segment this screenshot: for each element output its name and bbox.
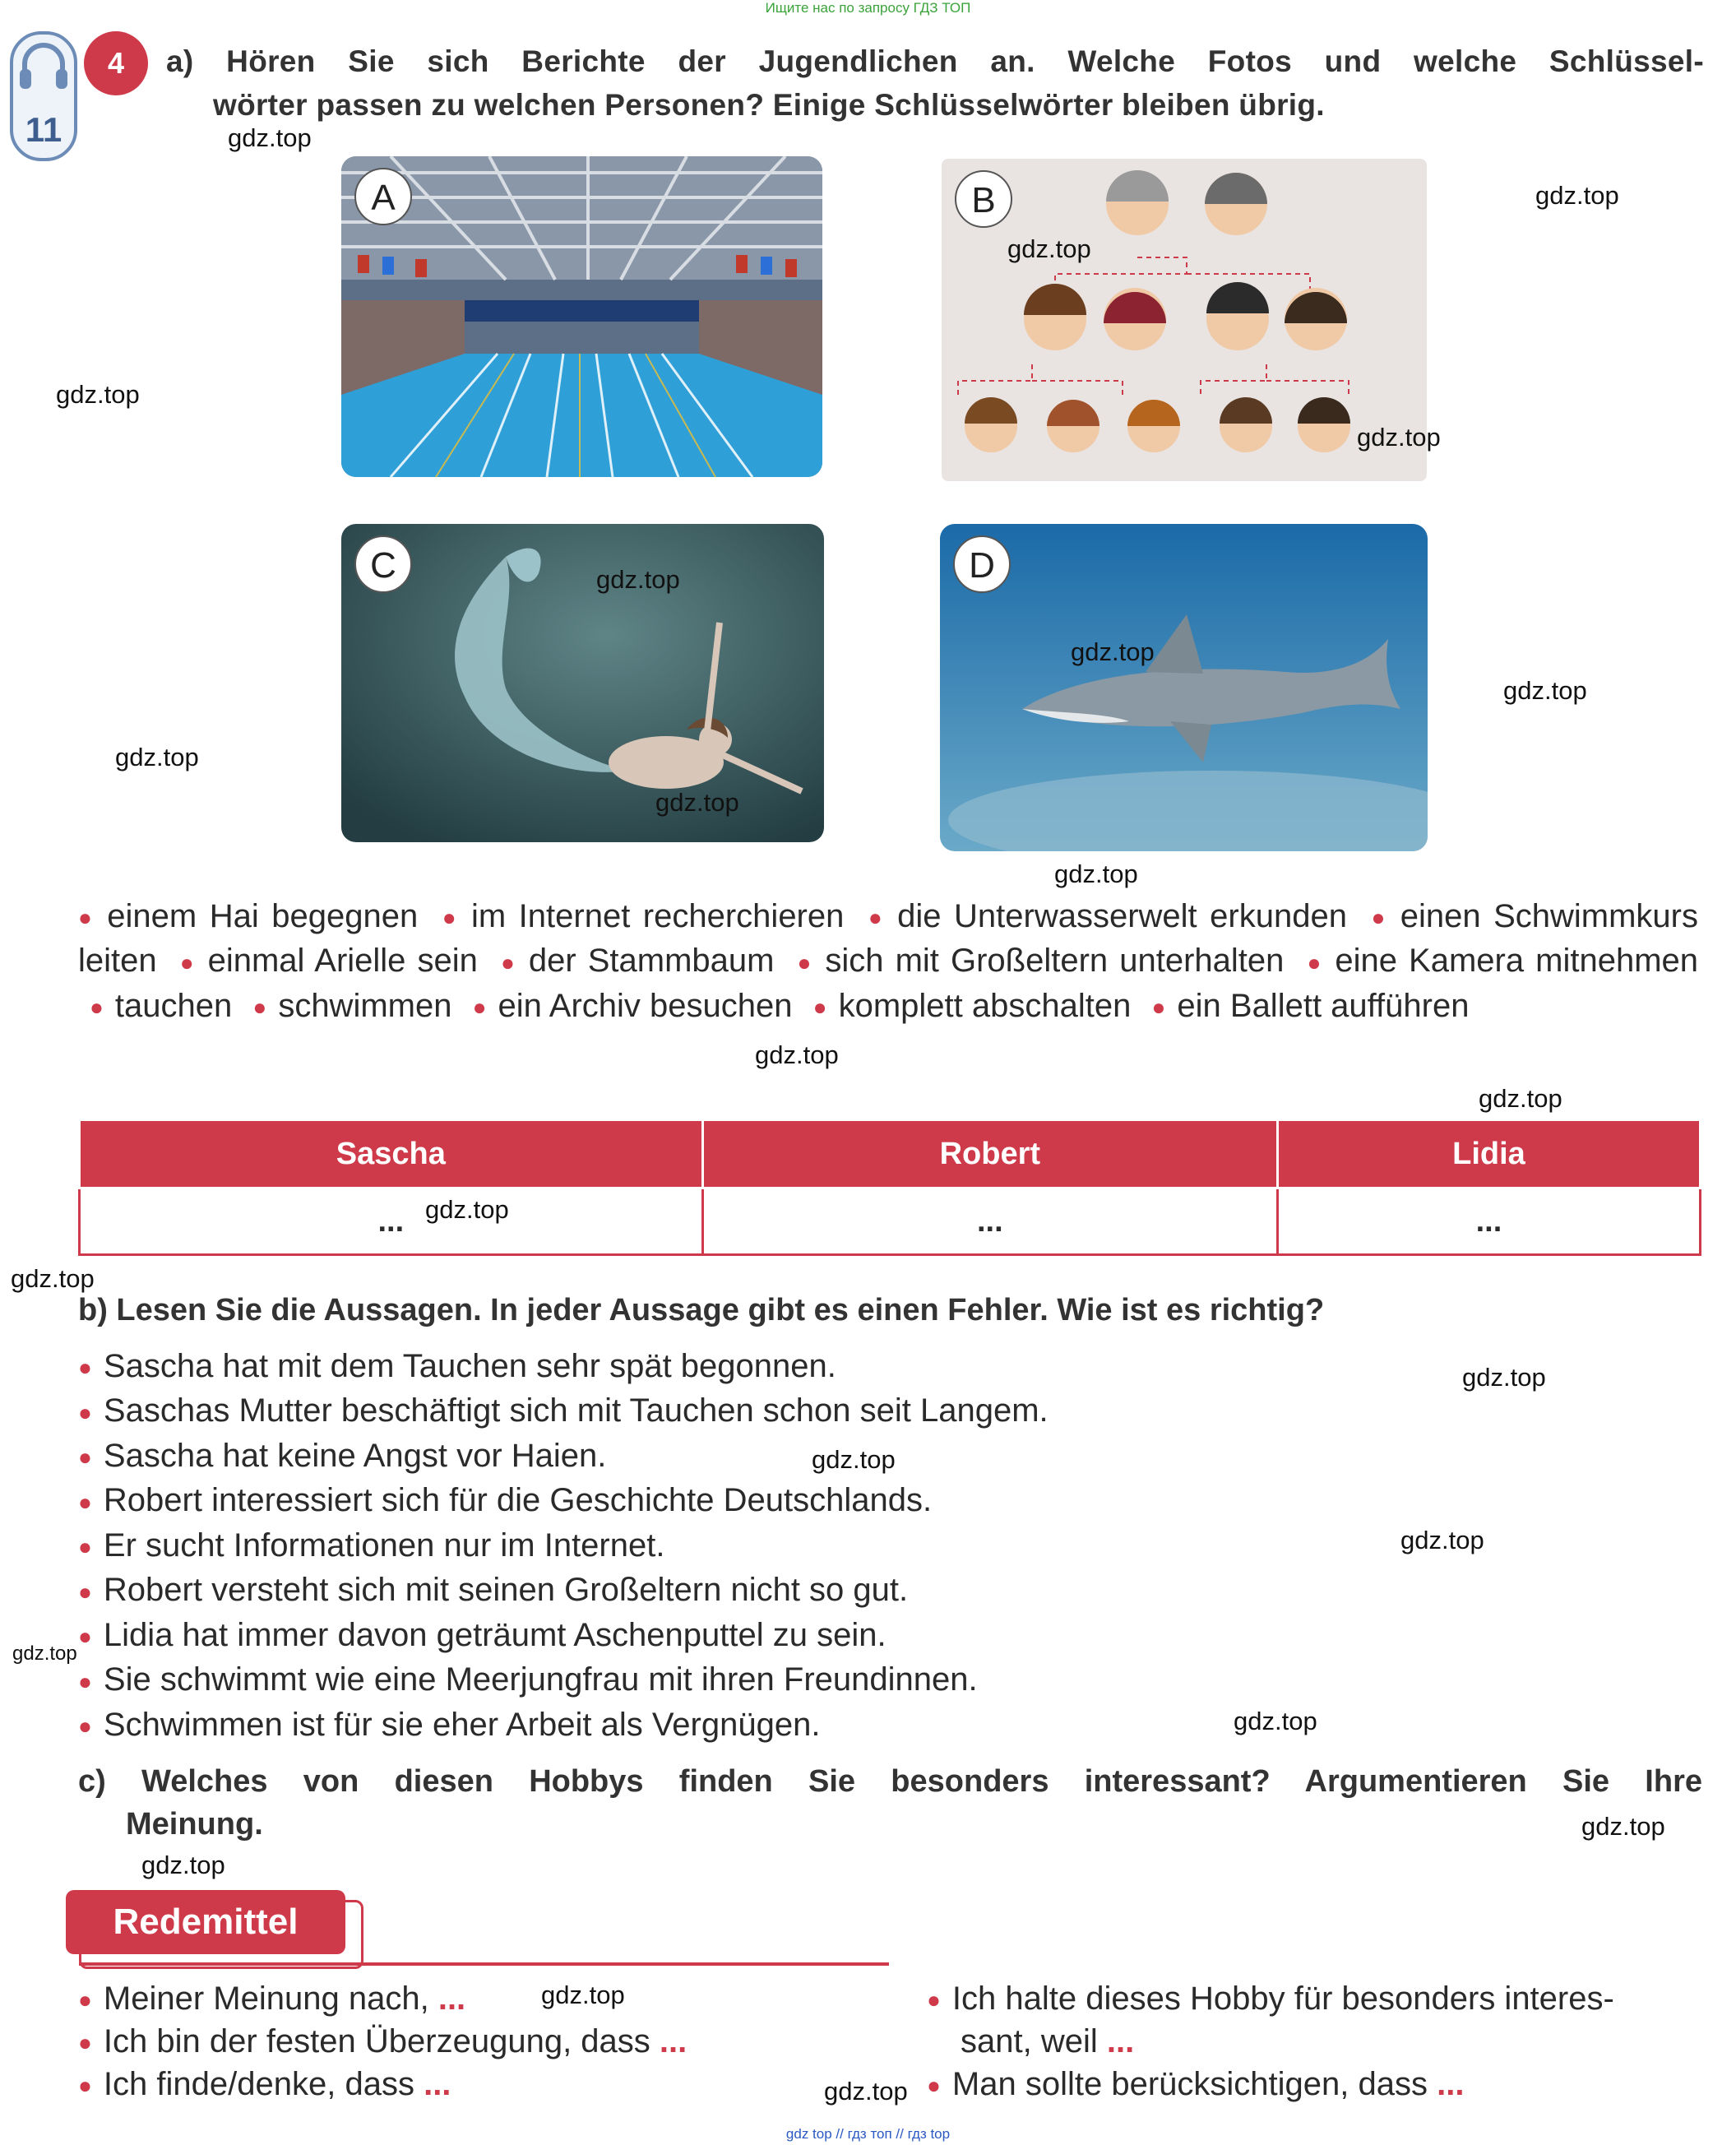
top-banner: Ищите нас по запросу ГДЗ ТОП — [765, 0, 971, 16]
bullet-icon: ● — [927, 2073, 941, 2099]
watermark: gdz.top — [11, 1264, 95, 1293]
phrase-left-2 — [78, 2020, 687, 2064]
bullet-icon: ● — [78, 1624, 92, 1650]
bottom-banner: gdz top // гдз топ // гдз top — [785, 2126, 951, 2142]
headphones-icon — [13, 35, 74, 100]
task-title-line1: a) Hören Sie sich Berichte der Jugendlichen an. Welche Fotos und welche Schlüssel- — [166, 44, 1704, 78]
bullet-icon: ● — [927, 1987, 941, 2013]
swimming-pool-illustration — [341, 156, 822, 477]
bullet-icon: ● — [78, 1444, 92, 1471]
redemittel-divider — [79, 1962, 889, 1966]
bullet-icon: ● — [797, 949, 814, 975]
watermark: gdz.top — [115, 743, 199, 771]
section-b-title: b) Lesen Sie die Aussagen. In jeder Aussage gibt es einen Fehler. Wie ist es richtig? — [78, 1293, 1325, 1327]
photo-c-label: C — [354, 535, 412, 593]
bullet-icon: ● — [472, 994, 487, 1021]
phrase-text: Ich halte dieses Hobby für besonders interes- — [951, 1981, 1614, 2017]
bullet-icon: ● — [78, 1668, 92, 1694]
list-item — [78, 1568, 1476, 1613]
watermark: gdz.top — [1535, 181, 1619, 210]
phrase-text: sant, weil — [961, 2023, 1098, 2059]
audio-track-badge — [10, 31, 77, 161]
keyword: die Unterwasserwelt erkunden — [897, 898, 1347, 934]
table-row — [80, 1188, 1701, 1255]
section-c-line2: Meinung. — [126, 1807, 263, 1842]
keyword-list — [78, 895, 1698, 1029]
mermaid-illustration — [341, 524, 824, 842]
statement-text: Sascha hat keine Angst vor Haien. — [103, 1437, 607, 1474]
keyword: ein Ballett aufführen — [1177, 987, 1470, 1024]
bullet-icon: ● — [1151, 994, 1166, 1021]
bullet-icon: ● — [1307, 949, 1324, 975]
statement-text: Er sucht Informationen nur im Internet. — [103, 1527, 665, 1564]
watermark: gdz.top — [1479, 1084, 1562, 1113]
watermark: gdz.top — [1581, 1812, 1665, 1841]
bullet-icon: ● — [78, 1987, 92, 2013]
table-cell: ... — [702, 1188, 1277, 1255]
keyword: einmal Arielle sein — [207, 943, 478, 980]
watermark: gdz.top — [12, 1642, 77, 1665]
keyword: schwimmen — [278, 987, 452, 1024]
watermark: gdz.top — [655, 788, 739, 817]
bullet-icon: ● — [78, 1489, 92, 1515]
phrase-text: Meiner Meinung nach, — [103, 1981, 429, 2017]
bullet-icon: ● — [442, 905, 460, 931]
bullet-icon: ● — [179, 949, 197, 975]
section-c-line1: c) Welches von diesen Hobbys finden Sie besonders interessant? Argumentieren Sie Ihre — [78, 1764, 1702, 1799]
watermark: gdz.top — [1007, 234, 1091, 263]
phrase-dots: ... — [1106, 2023, 1135, 2059]
list-item — [78, 1434, 1476, 1479]
page-number: 11 — [25, 110, 62, 149]
assignment-table — [78, 1119, 1701, 1256]
watermark: gdz.top — [1503, 676, 1587, 705]
bullet-icon: ● — [1371, 905, 1389, 931]
watermark: gdz.top — [1400, 1526, 1484, 1554]
list-item — [78, 1389, 1476, 1434]
statement-text: Robert versteht sich mit seinen Großeltern nicht so gut. — [103, 1572, 909, 1609]
table-header-sascha: Sascha — [80, 1120, 703, 1188]
phrase-right-1 — [927, 1977, 1614, 2022]
list-item — [78, 1524, 1476, 1568]
statement-list — [78, 1345, 1476, 1748]
statement-text: Sie schwimmt wie eine Meerjungfrau mit ihren Freundinnen. — [103, 1661, 978, 1698]
watermark: gdz.top — [425, 1195, 509, 1224]
photo-b-family-tree — [942, 159, 1427, 481]
bullet-icon: ● — [252, 994, 267, 1021]
phrase-right-1-continuation — [961, 2020, 1134, 2063]
phrase-dots: ... — [1437, 2066, 1465, 2102]
photo-a-label: A — [354, 168, 412, 225]
watermark: gdz.top — [541, 1981, 625, 2009]
phrase-right-2 — [927, 2063, 1464, 2107]
keyword: im Internet recherchieren — [470, 898, 845, 934]
task-number: 4 — [84, 31, 148, 95]
list-item — [78, 1479, 1476, 1523]
photo-b-label: B — [955, 170, 1012, 228]
keyword: eine Kamera mitnehmen — [1335, 943, 1699, 980]
bullet-icon: ● — [78, 2073, 92, 2099]
bullet-icon: ● — [78, 1399, 92, 1425]
photo-d-label: D — [953, 535, 1011, 593]
keyword: sich mit Großeltern unterhalten — [825, 943, 1285, 980]
phrase-text: Man sollte berücksichtigen, dass — [951, 2066, 1428, 2102]
watermark: gdz.top — [1462, 1363, 1546, 1392]
table-cell: ... — [1277, 1188, 1700, 1255]
redemittel-title: Redemittel — [66, 1890, 345, 1954]
table-header-row — [80, 1120, 1701, 1188]
phrase-dots: ... — [659, 2023, 687, 2059]
watermark: gdz.top — [1357, 423, 1441, 452]
shark-illustration — [940, 524, 1428, 851]
keyword: der Stammbaum — [528, 943, 775, 980]
phrase-left-3 — [78, 2063, 451, 2107]
watermark: gdz.top — [596, 565, 680, 594]
keyword: einem Hai begegnen — [107, 898, 419, 934]
phrase-dots: ... — [437, 1981, 466, 2017]
keyword: ein Archiv besuchen — [498, 987, 793, 1024]
watermark: gdz.top — [1054, 859, 1138, 888]
keyword: einen Schwimmkurs leiten — [78, 898, 1698, 980]
table-cell: ... — [80, 1188, 703, 1255]
task-title — [166, 39, 1704, 127]
list-item — [78, 1345, 1476, 1389]
section-c-title — [78, 1760, 1702, 1846]
phrase-left-1 — [78, 1977, 465, 2022]
watermark: gdz.top — [228, 123, 312, 152]
phrase-dots: ... — [424, 2066, 451, 2102]
table-header-lidia: Lidia — [1277, 1120, 1700, 1188]
watermark: gdz.top — [812, 1445, 896, 1474]
phrase-text: Ich bin der festen Überzeugung, dass — [103, 2023, 650, 2059]
bullet-icon: ● — [78, 2030, 92, 2056]
bullet-icon: ● — [868, 905, 887, 931]
statement-text: Sascha hat mit dem Tauchen sehr spät begonnen. — [103, 1348, 836, 1384]
photo-a-swimming-pool — [341, 156, 822, 477]
bullet-icon: ● — [78, 1355, 92, 1381]
bullet-icon: ● — [90, 994, 104, 1021]
list-item — [78, 1658, 1476, 1703]
family-tree-illustration — [942, 159, 1427, 481]
statement-text: Saschas Mutter beschäftigt sich mit Tauchen schon seit Langem. — [103, 1392, 1049, 1429]
photo-c-mermaid — [341, 524, 824, 842]
bullet-icon: ● — [78, 1712, 92, 1739]
bullet-icon: ● — [78, 905, 96, 931]
keyword: komplett abschalten — [838, 987, 1132, 1024]
watermark: gdz.top — [56, 380, 140, 409]
task-title-line2: wörter passen zu welchen Personen? Einige Schlüsselwörter bleiben übrig. — [213, 88, 1325, 122]
keyword: tauchen — [114, 987, 233, 1024]
bullet-icon: ● — [78, 1578, 92, 1605]
bullet-icon: ● — [78, 1534, 92, 1560]
bullet-icon: ● — [812, 994, 827, 1021]
watermark: gdz.top — [141, 1851, 225, 1879]
statement-text: Robert interessiert sich für die Geschichte Deutschlands. — [103, 1482, 933, 1519]
statement-text: Lidia hat immer davon geträumt Aschenputtel zu sein. — [103, 1616, 887, 1653]
watermark: gdz.top — [755, 1040, 839, 1069]
statement-text: Schwimmen ist für sie eher Arbeit als Vergnügen. — [103, 1706, 821, 1743]
watermark: gdz.top — [1071, 637, 1155, 666]
list-item — [78, 1614, 1476, 1658]
watermark: gdz.top — [824, 2077, 908, 2106]
phrase-text: Ich finde/denke, dass — [103, 2066, 414, 2102]
photo-d-shark — [940, 524, 1428, 851]
table-header-robert: Robert — [702, 1120, 1277, 1188]
watermark: gdz.top — [1234, 1707, 1317, 1735]
bullet-icon: ● — [500, 949, 517, 975]
